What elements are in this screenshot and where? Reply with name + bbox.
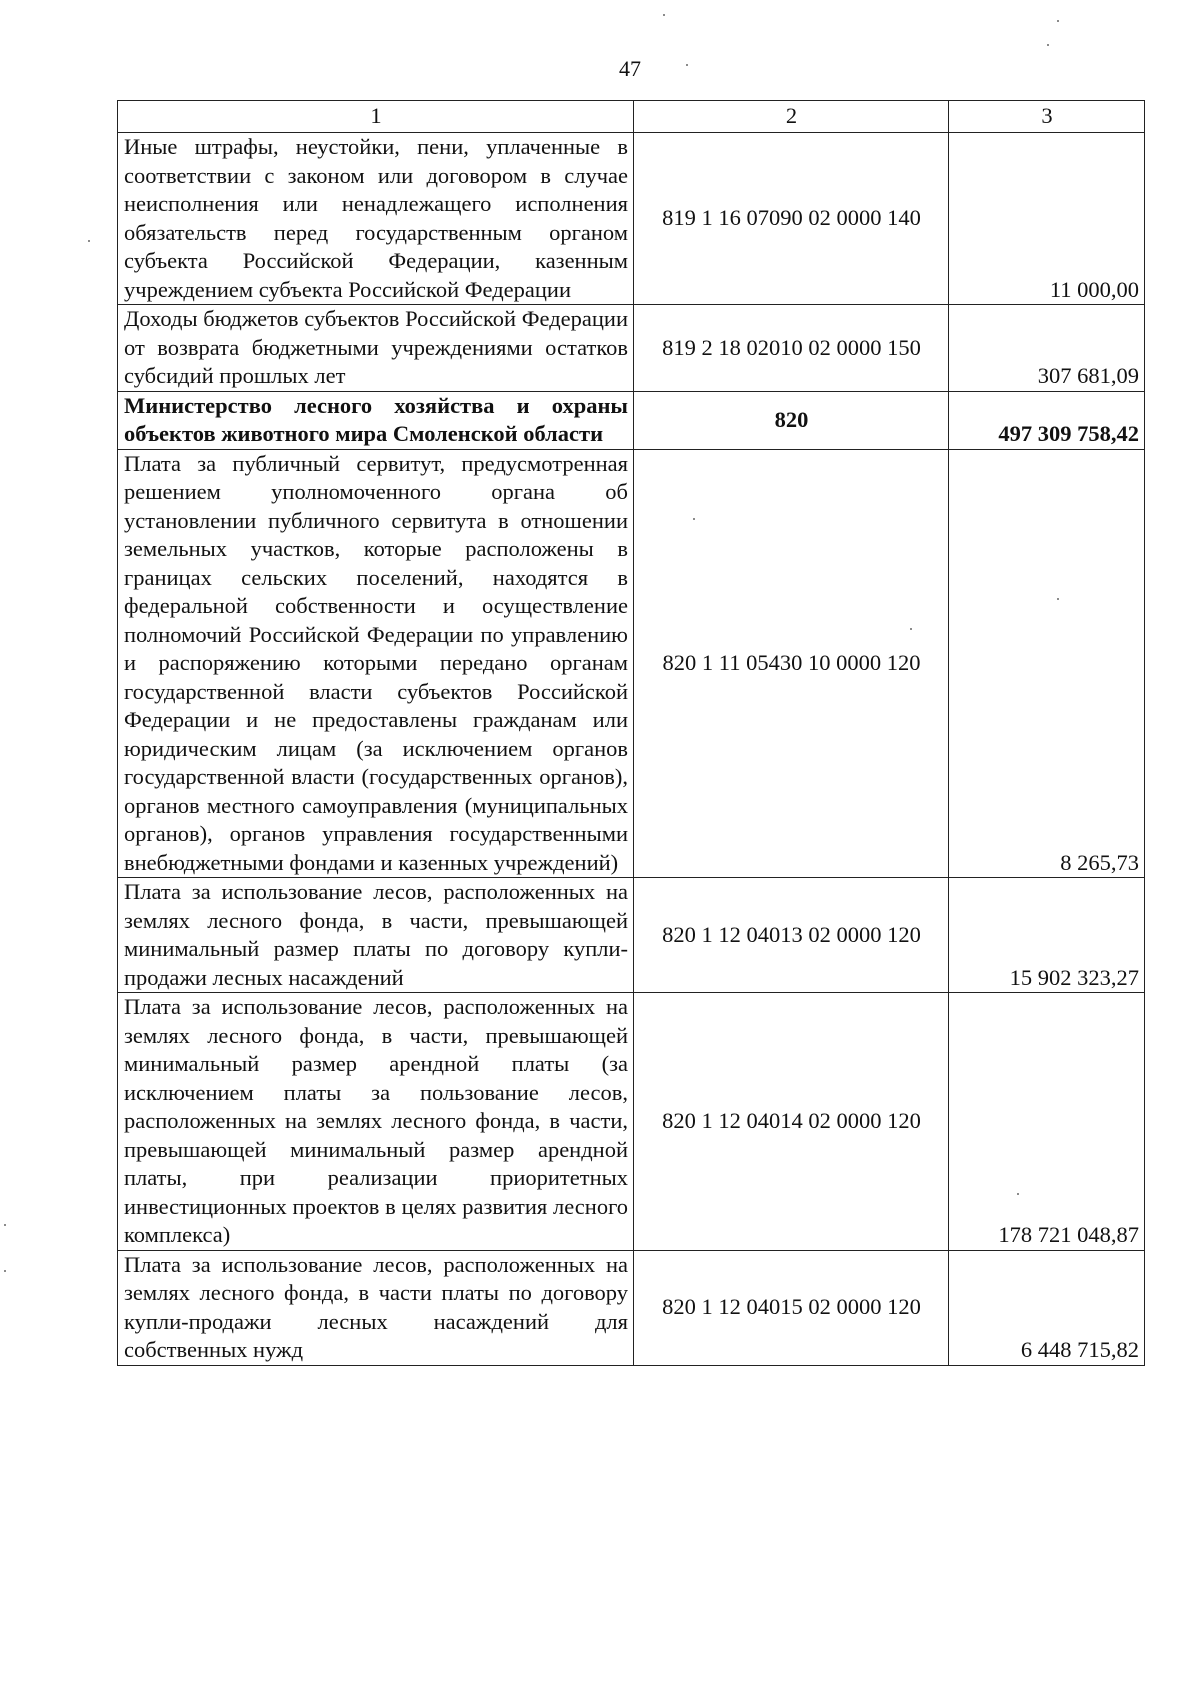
table-row (118, 878, 1145, 993)
budget-code-cell: 820 1 12 04014 02 0000 120 (634, 993, 949, 1251)
budget-code-cell: 820 1 12 04013 02 0000 120 (634, 878, 949, 993)
budget-code-cell: 820 1 11 05430 10 0000 120 (634, 449, 949, 878)
table-row (118, 993, 1145, 1251)
income-name-cell: Плата за публичный сервитут, предусмотренная решением уполномоченного органа об установлении публичного сервитута в отношении земельных участков, которые расположены в границах сельских поселений, находятся в федеральной собственности и осуществление полномочий Российской Федерации по управлению и распоряжению которыми передано органам государственной власти субъектов Российской Федерации и не предоставлены гражданам или юридическим лицам (за исключением органов государственной власти (государственных органов), органов местного самоуправления (муниципальных органов), органов управления государственными внебюджетными фондами и казенных учреждений) (118, 449, 634, 878)
header-cell-2: 2 (634, 101, 949, 133)
scan-speck (693, 518, 695, 520)
income-name-cell: Плата за использование лесов, расположенных на землях лесного фонда, в части, превышающей минимальный размер арендной платы (за исключением платы за пользование лесов, расположенных на землях лесного фонда, в части, превышающей минимальный размер арендной платы, при реализации приоритетных инвестиционных проектов в целях развития лесного комплекса) (118, 993, 634, 1251)
amount-cell: 178 721 048,87 (949, 993, 1145, 1251)
budget-code-cell: 819 1 16 07090 02 0000 140 (634, 133, 949, 305)
scan-speck (88, 240, 90, 242)
scan-speck (4, 1224, 6, 1226)
header-cell-3: 3 (949, 101, 1145, 133)
scan-speck (910, 628, 912, 630)
amount-cell: 15 902 323,27 (949, 878, 1145, 993)
table-row (118, 449, 1145, 878)
table-row (118, 1250, 1145, 1365)
table-row (118, 391, 1145, 449)
income-name-cell: Плата за использование лесов, расположенных на землях лесного фонда, в части платы по договору купли-продажи лесных насаждений для собственных нужд (118, 1250, 634, 1365)
amount-cell: 307 681,09 (949, 305, 1145, 392)
budget-code-cell: 820 1 12 04015 02 0000 120 (634, 1250, 949, 1365)
scan-speck (686, 64, 688, 66)
page-number: 47 (619, 56, 641, 81)
scan-speck (663, 14, 665, 16)
amount-cell: 497 309 758,42 (949, 391, 1145, 449)
budget-code-cell: 819 2 18 02010 02 0000 150 (634, 305, 949, 392)
income-name-cell: Иные штрафы, неустойки, пени, уплаченные в соответствии с законом или договором в случае неисполнения или ненадлежащего исполнения обязательств перед государственным органом субъекта Российской Федерации, казенным учреждением субъекта Российской Федерации (118, 133, 634, 305)
header-row (118, 101, 1145, 133)
scan-speck (4, 1270, 6, 1272)
table-row (118, 133, 1145, 305)
scan-speck (1057, 20, 1059, 22)
scan-speck (1057, 598, 1059, 600)
scan-speck (1047, 44, 1049, 46)
income-name-cell: Министерство лесного хозяйства и охраны объектов животного мира Смоленской области (118, 391, 634, 449)
amount-cell: 8 265,73 (949, 449, 1145, 878)
budget-table (117, 100, 1145, 1366)
income-name-cell: Доходы бюджетов субъектов Российской Федерации от возврата бюджетными учреждениями остатков субсидий прошлых лет (118, 305, 634, 392)
scan-speck (1017, 1193, 1019, 1195)
budget-code-cell: 820 (634, 391, 949, 449)
header-cell-1: 1 (118, 101, 634, 133)
table-body (118, 101, 1145, 1366)
income-name-cell: Плата за использование лесов, расположенных на землях лесного фонда, в части, превышающей минимальный размер платы по договору купли-продажи лесных насаждений (118, 878, 634, 993)
amount-cell: 6 448 715,82 (949, 1250, 1145, 1365)
table-row (118, 305, 1145, 392)
amount-cell: 11 000,00 (949, 133, 1145, 305)
